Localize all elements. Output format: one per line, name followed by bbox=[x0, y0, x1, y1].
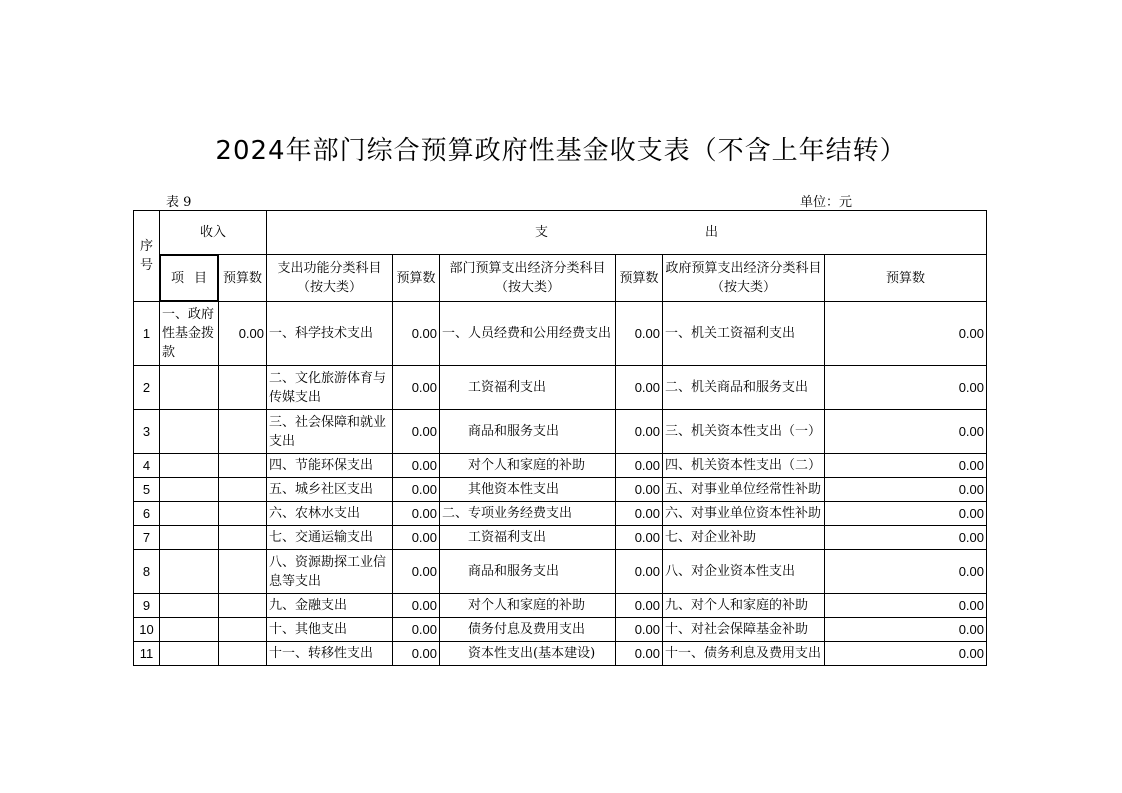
dept-budget-header: 预算数 bbox=[616, 255, 663, 302]
dept-econ-header: 部门预算支出经济分类科目（按大类） bbox=[440, 255, 616, 302]
revenue-item bbox=[160, 478, 219, 502]
func-category: 六、农林水支出 bbox=[267, 502, 393, 526]
expense-header-right: 出 bbox=[704, 225, 718, 240]
item-header bbox=[160, 255, 218, 301]
func-amount: 0.00 bbox=[393, 478, 440, 502]
dept-amount: 0.00 bbox=[616, 454, 663, 478]
revenue-amount bbox=[219, 526, 267, 550]
revenue-amount bbox=[219, 478, 267, 502]
gov-amount: 0.00 bbox=[825, 502, 987, 526]
func-amount: 0.00 bbox=[393, 618, 440, 642]
revenue-budget-header: 预算数 bbox=[219, 255, 267, 302]
table-row bbox=[134, 478, 987, 502]
dept-amount: 0.00 bbox=[616, 478, 663, 502]
dept-amount: 0.00 bbox=[616, 366, 663, 410]
row-number: 5 bbox=[134, 478, 160, 502]
gov-econ-category: 六、对事业单位资本性补助 bbox=[663, 502, 825, 526]
func-category: 二、文化旅游体育与传媒支出 bbox=[267, 366, 393, 410]
func-amount: 0.00 bbox=[393, 366, 440, 410]
table-row bbox=[134, 410, 987, 454]
revenue-amount bbox=[219, 366, 267, 410]
seq-header: 序号 bbox=[134, 211, 160, 302]
gov-econ-category: 三、机关资本性支出（一） bbox=[663, 410, 825, 454]
expense-header-left: 支 bbox=[534, 225, 548, 240]
dept-amount: 0.00 bbox=[616, 618, 663, 642]
dept-econ-category: 资本性支出(基本建设) bbox=[440, 642, 616, 666]
gov-econ-category: 八、对企业资本性支出 bbox=[663, 550, 825, 594]
table-row bbox=[134, 302, 987, 366]
fund-budget-table bbox=[133, 210, 987, 666]
table-row bbox=[134, 366, 987, 410]
gov-econ-category: 四、机关资本性支出（二） bbox=[663, 454, 825, 478]
revenue-item bbox=[160, 594, 219, 618]
func-category: 十一、转移性支出 bbox=[267, 642, 393, 666]
dept-amount: 0.00 bbox=[616, 594, 663, 618]
gov-amount: 0.00 bbox=[825, 478, 987, 502]
header-row-1 bbox=[134, 211, 987, 255]
gov-amount: 0.00 bbox=[825, 642, 987, 666]
func-amount: 0.00 bbox=[393, 502, 440, 526]
revenue-amount bbox=[219, 642, 267, 666]
revenue-item bbox=[160, 410, 219, 454]
gov-econ-category: 二、机关商品和服务支出 bbox=[663, 366, 825, 410]
table-row bbox=[134, 642, 987, 666]
dept-amount: 0.00 bbox=[616, 302, 663, 366]
revenue-header-label: 收入 bbox=[199, 225, 226, 240]
func-amount: 0.00 bbox=[393, 454, 440, 478]
gov-amount: 0.00 bbox=[825, 454, 987, 478]
revenue-amount bbox=[219, 618, 267, 642]
revenue-amount bbox=[219, 410, 267, 454]
gov-budget-header: 预算数 bbox=[825, 255, 987, 302]
dept-amount: 0.00 bbox=[616, 410, 663, 454]
row-number: 8 bbox=[134, 550, 160, 594]
row-number: 2 bbox=[134, 366, 160, 410]
dept-econ-category: 工资福利支出 bbox=[440, 366, 616, 410]
revenue-item bbox=[160, 618, 219, 642]
gov-amount: 0.00 bbox=[825, 526, 987, 550]
gov-amount: 0.00 bbox=[825, 302, 987, 366]
dept-amount: 0.00 bbox=[616, 526, 663, 550]
table-row bbox=[134, 502, 987, 526]
gov-econ-category: 十、对社会保障基金补助 bbox=[663, 618, 825, 642]
func-category: 四、节能环保支出 bbox=[267, 454, 393, 478]
func-category: 七、交通运输支出 bbox=[267, 526, 393, 550]
dept-econ-category: 二、专项业务经费支出 bbox=[440, 502, 616, 526]
table-row bbox=[134, 526, 987, 550]
gov-amount: 0.00 bbox=[825, 550, 987, 594]
func-category: 九、金融支出 bbox=[267, 594, 393, 618]
item-header-left: 项 bbox=[171, 270, 185, 286]
gov-econ-category: 一、机关工资福利支出 bbox=[663, 302, 825, 366]
func-amount: 0.00 bbox=[393, 642, 440, 666]
func-cat-header: 支出功能分类科目（按大类） bbox=[267, 255, 393, 302]
dept-amount: 0.00 bbox=[616, 642, 663, 666]
dept-econ-category: 工资福利支出 bbox=[440, 526, 616, 550]
func-amount: 0.00 bbox=[393, 594, 440, 618]
gov-econ-category: 九、对个人和家庭的补助 bbox=[663, 594, 825, 618]
row-number: 10 bbox=[134, 618, 160, 642]
revenue-amount bbox=[219, 550, 267, 594]
gov-econ-category: 七、对企业补助 bbox=[663, 526, 825, 550]
revenue-amount bbox=[219, 594, 267, 618]
expense-header bbox=[267, 211, 987, 255]
gov-amount: 0.00 bbox=[825, 410, 987, 454]
dept-econ-category: 其他资本性支出 bbox=[440, 478, 616, 502]
row-number: 9 bbox=[134, 594, 160, 618]
func-category: 五、城乡社区支出 bbox=[267, 478, 393, 502]
dept-amount: 0.00 bbox=[616, 502, 663, 526]
row-number: 1 bbox=[134, 302, 160, 366]
revenue-item bbox=[160, 454, 219, 478]
func-amount: 0.00 bbox=[393, 550, 440, 594]
row-number: 7 bbox=[134, 526, 160, 550]
dept-econ-category: 债务付息及费用支出 bbox=[440, 618, 616, 642]
row-number: 3 bbox=[134, 410, 160, 454]
func-amount: 0.00 bbox=[393, 526, 440, 550]
item-header-right: 目 bbox=[193, 270, 207, 286]
table-number: 表 9 bbox=[166, 195, 192, 210]
revenue-amount bbox=[219, 502, 267, 526]
gov-amount: 0.00 bbox=[825, 366, 987, 410]
row-number: 11 bbox=[134, 642, 160, 666]
revenue-item bbox=[160, 366, 219, 410]
page-title: 2024年部门综合预算政府性基金收支表（不含上年结转） bbox=[215, 136, 907, 166]
row-number: 6 bbox=[134, 502, 160, 526]
func-category: 一、科学技术支出 bbox=[267, 302, 393, 366]
func-amount: 0.00 bbox=[393, 302, 440, 366]
func-category: 三、社会保障和就业支出 bbox=[267, 410, 393, 454]
revenue-item bbox=[160, 642, 219, 666]
revenue-amount bbox=[219, 454, 267, 478]
gov-econ-header: 政府预算支出经济分类科目（按大类） bbox=[663, 255, 825, 302]
revenue-item bbox=[160, 502, 219, 526]
gov-amount: 0.00 bbox=[825, 618, 987, 642]
revenue-header bbox=[160, 211, 267, 255]
gov-econ-category: 五、对事业单位经常性补助 bbox=[663, 478, 825, 502]
dept-amount: 0.00 bbox=[616, 550, 663, 594]
gov-amount: 0.00 bbox=[825, 594, 987, 618]
table-row bbox=[134, 454, 987, 478]
dept-econ-category: 一、人员经费和公用经费支出 bbox=[440, 302, 616, 366]
dept-econ-category: 商品和服务支出 bbox=[440, 410, 616, 454]
table-row bbox=[134, 618, 987, 642]
header-row-2 bbox=[134, 255, 987, 302]
func-amount: 0.00 bbox=[393, 410, 440, 454]
dept-econ-category: 对个人和家庭的补助 bbox=[440, 454, 616, 478]
table-row bbox=[134, 550, 987, 594]
revenue-item: 一、政府性基金拨款 bbox=[160, 302, 219, 366]
revenue-item bbox=[160, 526, 219, 550]
func-category: 十、其他支出 bbox=[267, 618, 393, 642]
func-budget-header: 预算数 bbox=[393, 255, 440, 302]
func-category: 八、资源勘探工业信息等支出 bbox=[267, 550, 393, 594]
dept-econ-category: 对个人和家庭的补助 bbox=[440, 594, 616, 618]
revenue-amount: 0.00 bbox=[219, 302, 267, 366]
table-row bbox=[134, 594, 987, 618]
row-number: 4 bbox=[134, 454, 160, 478]
unit-label: 单位：元 bbox=[800, 195, 853, 210]
revenue-item bbox=[160, 550, 219, 594]
gov-econ-category: 十一、债务利息及费用支出 bbox=[663, 642, 825, 666]
dept-econ-category: 商品和服务支出 bbox=[440, 550, 616, 594]
